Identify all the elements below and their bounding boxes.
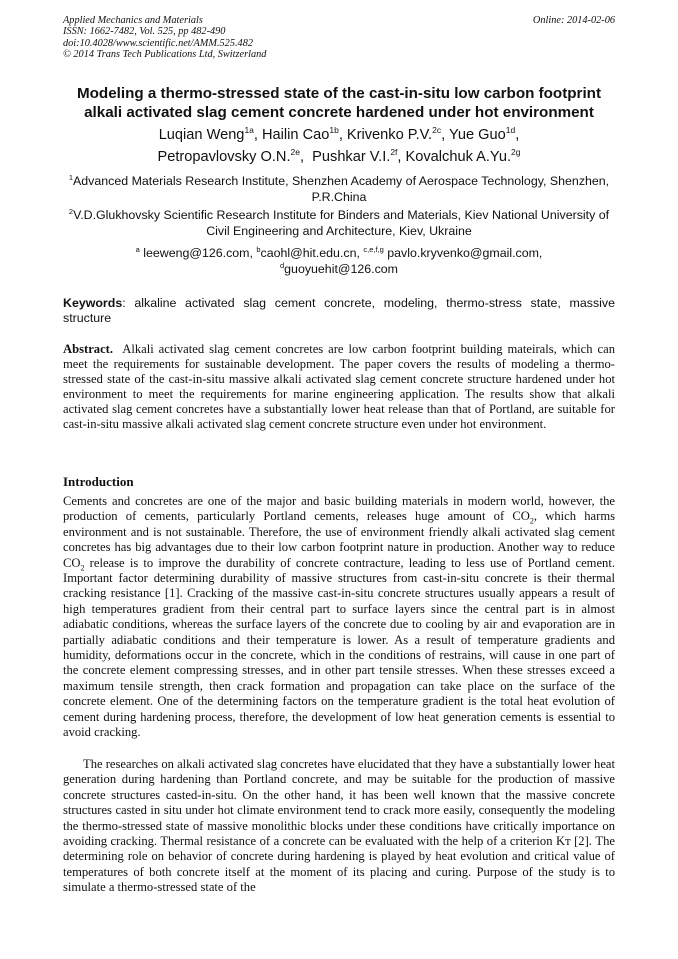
email-address: guoyuehit@126.com <box>284 261 398 276</box>
keywords-text: : alkaline activated slag cement concrete, modeling, thermo-stress state, massive structure <box>63 296 615 325</box>
author-separator: , <box>515 127 520 143</box>
author-name: Yue Guo <box>448 127 506 143</box>
affiliation-1 <box>63 174 615 205</box>
author-name: Pushkar V.I. <box>312 149 391 165</box>
email-address: pavlo.kryvenko@gmail.com, <box>383 246 543 260</box>
affiliation-sup: 1 <box>68 172 74 182</box>
affiliation-sup: 2 <box>68 206 74 216</box>
author-list <box>63 124 615 168</box>
subscript: 2 <box>529 516 534 526</box>
paper-title: Modeling a thermo-stressed state of the cast-in-situ low carbon footprint alkali activated slag cement concrete hardened under hot environment <box>76 85 601 121</box>
author-sup: 2g <box>511 147 521 158</box>
doi-line: doi:10.4028/www.scientific.net/AMM.525.482 <box>63 37 253 49</box>
affiliation-text: Advanced Materials Research Institute, Shenzhen Academy of Aerospace Technology, Shenzhen, P.R.China <box>73 174 610 204</box>
paragraph-text: release is to improve the durability of concrete contracture, leading to less use of Portland cement. Important factor determining durability of massive structures from cast-in-situ concrete is their thermal cracking resistance [1]. Cracking of the massive cast-in-situ concrete structures usually appears a result of high temperatures gradient from their central part to surface layers since the central part is in almost adiabatic conditions, whereas the surface layers of the concrete due to cooling by air and evaporation are in partially adiabatic conditions and their temperature is lower. As a result of temperature gradients and humidity, deformations occur in the concrete, which in the conditions of restrains, will cause in one part of the concrete element compressing stresses, and in other part tensile stresses. When these stresses exceed a maximum tensile strength, then crack formation and propagation can take place on the surface of the concrete element. One of the determining factors on the temperature gradient is the total heat evolution of cement during hardening process, therefore, the development of low heat generation cements is essential to avoid cracking. <box>63 555 615 740</box>
subscript: 2 <box>80 563 85 573</box>
abstract <box>63 342 619 433</box>
email-address: caohl@hit.edu.cn, <box>260 246 364 260</box>
author-separator: , <box>441 127 449 143</box>
issn-line: ISSN: 1662-7482, Vol. 525, pp 482-490 <box>63 26 226 38</box>
author-separator: , <box>253 127 263 143</box>
author-sup: 2e <box>290 147 300 158</box>
author-name: Krivenko P.V. <box>346 127 433 143</box>
section-heading: Introduction <box>63 474 134 489</box>
author-name: Kovalchuk A.Yu. <box>405 149 512 165</box>
email-sup: a <box>135 244 140 254</box>
author-name: Petropavlovsky O.N. <box>157 149 291 165</box>
author-sup: 2c <box>432 125 442 136</box>
journal-name: Applied Mechanics and Materials <box>63 15 203 26</box>
keywords <box>63 296 615 326</box>
author-sup: 1d <box>505 125 516 136</box>
author-name: Luqian Weng <box>158 127 245 143</box>
author-sup: 2f <box>390 147 398 158</box>
author-separator: , <box>338 127 347 143</box>
author-separator: , <box>300 149 313 165</box>
author-sup: 1a <box>244 125 254 136</box>
author-line-1 <box>63 124 615 146</box>
email-sup: c,e,f,g <box>363 244 384 254</box>
copyright-line: © 2014 Trans Tech Publications Ltd, Switzerland <box>63 49 267 61</box>
intro-paragraph-1 <box>63 494 615 741</box>
keywords-label: Keywords <box>63 296 123 310</box>
email-address: leeweng@126.com, <box>139 246 257 260</box>
paragraph-text: , which harms environment and is not sustainable. Therefore, the use of environment friendly alkali activated slag cement concretes has big advantages due to their low carbon footprint nature in production. Another way to reduce CO <box>63 509 616 570</box>
author-separator: , <box>397 149 406 165</box>
affiliation-2 <box>63 208 615 239</box>
journal-header <box>63 15 266 61</box>
email-sup: b <box>256 244 261 254</box>
abstract-label: Abstract. <box>63 342 114 356</box>
author-sup: 1b <box>329 125 339 136</box>
email-list <box>63 246 615 277</box>
online-date: Online: 2014-02-06 <box>532 15 615 26</box>
author-name: Hailin Cao <box>262 127 330 143</box>
email-sup: d <box>279 260 285 270</box>
affiliation-text: V.D.Glukhovsky Scientific Research Institute for Binders and Materials, Kiev National University of Civil Engineering and Architecture, Kiev, Ukraine <box>73 208 610 238</box>
paragraph-text: Cements and concretes are one of the major and basic building materials in modern world, however, the production of cements, particularly Portland cements, releases huge amount of CO <box>63 494 615 524</box>
intro-paragraph-2: The researches on alkali activated slag concretes have elucidated that they have a substantially lower heat generation during hardening than Portland concrete, and may be suitable for the production of massive concrete structures casted-in-situ. On the other hand, it has been well known that the massive concrete structures casted in situ under hot climate environment tend to crack more easily, consequently the modeling the thermo-stressed state of massive monolithic blocks under these conditions have critically importance on avoiding cracking. Thermal resistance of a concrete can be evaluated with the help of a criterion Kт [2]. The determining role on behavior of concrete during hardening is played by heat evolution and critical value of temperatures of both concrete itself at the moment of its placing and curing. Purpose of the study is to simulate a thermo-stressed state of the <box>63 757 615 895</box>
abstract-text: Alkali activated slag cement concretes are low carbon footprint building mateirals, which can meet the requirements for sustainable development. The paper covers the results of modeling a thermo-stressed state of the cast-in-situ massive alkali activated slag cement concrete structure hardened under hot environment to meet the requirements for marine engineering application. The results show that alkali activated slag cement concretes have a substantially lower heat release than that of Portland, are suitable for cast-in-situ massive alkali activated slag cement concrete structure even under hot environment. <box>63 342 619 432</box>
author-line-2 <box>63 146 615 168</box>
